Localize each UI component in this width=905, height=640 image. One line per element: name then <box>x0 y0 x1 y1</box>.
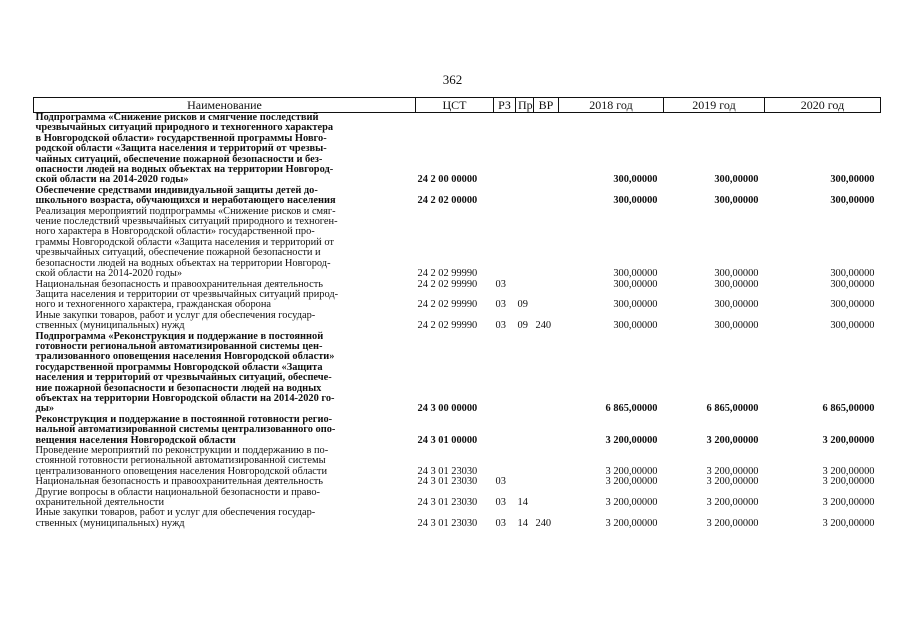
row-pr <box>516 477 534 487</box>
row-name-line: готовности региональной автоматизированной системы цен- <box>35 340 323 352</box>
row-vr <box>534 280 559 290</box>
row-name-line: граммы Новгородской области «Защита населения и территорий от <box>35 236 334 248</box>
row-name-line: Подпрограмма «Снижение рисков и смягчение последствий <box>35 112 319 123</box>
row-vr <box>534 186 559 207</box>
row-vr <box>534 207 559 280</box>
row-name-line: нальной автоматизированной системы централизованного опо- <box>35 424 336 436</box>
row-value-2020: 300,00000 <box>830 268 875 280</box>
row-value-2018: 300,00000 <box>613 195 658 207</box>
page-number: 362 <box>442 72 463 87</box>
row-rz <box>494 186 516 207</box>
row-cst: 24 2 02 00000 <box>417 195 478 207</box>
row-rz: 03 <box>495 517 506 529</box>
row-rz: 03 <box>495 497 506 509</box>
row-cst: 24 3 01 23030 <box>417 476 478 488</box>
budget-table <box>33 97 881 529</box>
row-name <box>34 332 416 415</box>
row-value-2020: 3 200,00000 <box>822 517 875 529</box>
row-value-2020: 3 200,00000 <box>822 465 875 477</box>
row-name-line: Иные закупки товаров, работ и услуг для обеспечения государ- <box>35 507 316 519</box>
row-name-line: населения и территорий от чрезвычайных ситуаций, обеспече- <box>35 372 332 384</box>
row-cst: 24 2 00 00000 <box>417 174 478 186</box>
row-name-line: ного и техногенного характера, гражданская оборона <box>35 299 272 311</box>
row-name-line: Другие вопросы в области национальной безопасности и право- <box>35 486 320 498</box>
row-name-line: вещения населения Новгородской области <box>35 434 236 446</box>
row-value-2020: 3 200,00000 <box>822 497 875 509</box>
row-name-line: ственных (муниципальных) нужд <box>35 320 185 332</box>
row-name-line: Национальная безопасность и правоохранительная деятельность <box>35 278 323 290</box>
row-name <box>34 186 416 207</box>
row-value-2018: 300,00000 <box>613 174 658 186</box>
row-name-line: государственной программы Новгородской области «Защита <box>35 361 323 373</box>
row-cst: 24 2 02 99990 <box>417 278 478 290</box>
row-name-line: ственных (муниципальных) нужд <box>35 517 185 529</box>
row-cst: 24 2 02 99990 <box>417 268 478 280</box>
row-value-2020: 300,00000 <box>830 299 875 311</box>
row-name-line: в Новгородской области» государственной программы Новго- <box>35 132 327 144</box>
row-pr: 09 <box>517 320 528 332</box>
row-cst: 24 3 01 23030 <box>417 517 478 529</box>
row-pr: 09 <box>517 299 528 311</box>
table-row <box>34 415 881 446</box>
header-pr: Пр <box>516 98 534 113</box>
table-row <box>34 207 881 280</box>
row-value-2020: 3 200,00000 <box>822 434 875 446</box>
row-pr <box>516 415 534 446</box>
table-row <box>34 508 881 529</box>
row-value-2018: 6 865,00000 <box>605 403 658 415</box>
row-rz <box>494 113 516 186</box>
row-rz <box>494 415 516 446</box>
header-rz: РЗ <box>494 98 516 113</box>
header-vr: ВР <box>534 98 559 113</box>
row-rz: 03 <box>495 299 506 311</box>
table-row <box>34 311 881 332</box>
row-name-line: родской области «Защита населения и территорий от чрезвы- <box>35 143 327 155</box>
row-name <box>34 207 416 280</box>
row-vr <box>534 446 559 477</box>
row-value-2019: 300,00000 <box>714 299 759 311</box>
table-row <box>34 186 881 207</box>
row-name-line: централизованного оповещения населения Новгородской области <box>35 465 328 477</box>
row-pr <box>516 446 534 477</box>
row-name-line: Проведение мероприятий по реконструкции и поддержанию в по- <box>35 445 329 456</box>
row-name-line: объектах на территории Новгородской области на 2014-2020 го- <box>35 392 335 404</box>
row-value-2018: 300,00000 <box>613 278 658 290</box>
row-name-line: ской области на 2014-2020 годы» <box>35 268 183 280</box>
row-name-line: чрезвычайных ситуаций природного и техногенного характера <box>35 122 334 134</box>
row-vr: 240 <box>535 517 552 529</box>
row-name-line: чайных ситуаций, обеспечение пожарной безопасности и без- <box>35 153 323 165</box>
row-name-line: ской области на 2014-2020 годы» <box>35 174 189 186</box>
row-cst: 24 2 02 99990 <box>417 320 478 332</box>
row-pr <box>516 186 534 207</box>
row-name-line: ды» <box>35 403 55 415</box>
header-cst: ЦСТ <box>416 98 494 113</box>
row-pr <box>516 113 534 186</box>
row-value-2018: 3 200,00000 <box>605 517 658 529</box>
row-cst: 24 3 00 00000 <box>417 403 478 415</box>
row-rz: 03 <box>495 320 506 332</box>
row-name-line: охранительной деятельности <box>35 497 165 509</box>
row-value-2018: 3 200,00000 <box>605 434 658 446</box>
row-value-2018: 3 200,00000 <box>605 476 658 488</box>
row-value-2020: 300,00000 <box>830 195 875 207</box>
row-value-2019: 3 200,00000 <box>706 434 759 446</box>
header-name: Наименование <box>34 98 416 113</box>
row-value-2018: 300,00000 <box>613 268 658 280</box>
table-row <box>34 332 881 415</box>
row-name-line: Подпрограмма «Реконструкция и поддержание в постоянной <box>35 330 324 342</box>
row-name-line: трализованного оповещения населения Новгородской области» <box>35 351 335 363</box>
row-value-2020: 300,00000 <box>830 174 875 186</box>
row-vr <box>534 415 559 446</box>
row-name-line: ного характера в Новгородской области» государственной про- <box>35 226 315 238</box>
table-header-row <box>34 98 881 113</box>
row-rz <box>494 332 516 415</box>
row-vr <box>534 488 559 509</box>
row-pr: 14 <box>517 517 528 529</box>
row-value-2019: 300,00000 <box>714 174 759 186</box>
row-value-2019: 300,00000 <box>714 278 759 290</box>
table-body <box>34 113 881 530</box>
row-name <box>34 446 416 477</box>
header-2018: 2018 год <box>559 98 664 113</box>
row-rz: 03 <box>495 278 506 290</box>
row-value-2019: 300,00000 <box>714 268 759 280</box>
row-cst: 24 2 02 99990 <box>417 299 478 311</box>
row-value-2019: 3 200,00000 <box>706 465 759 477</box>
table-row <box>34 113 881 186</box>
row-rz: 03 <box>495 476 506 488</box>
row-name-line: Иные закупки товаров, работ и услуг для обеспечения государ- <box>35 309 316 321</box>
row-value-2019: 3 200,00000 <box>706 497 759 509</box>
row-vr <box>534 332 559 415</box>
row-name-line: чение последствий чрезвычайных ситуаций природного и техноген- <box>35 216 338 228</box>
header-2019: 2019 год <box>664 98 765 113</box>
row-value-2019: 300,00000 <box>714 195 759 207</box>
row-pr <box>516 332 534 415</box>
row-name-line: ние пожарной безопасности и безопасности людей на водных <box>35 382 322 394</box>
row-value-2020: 6 865,00000 <box>822 403 875 415</box>
row-name-line: школьного возраста, обучающихся и неработающего населения <box>35 195 336 207</box>
row-name-line: Обеспечение средствами индивидуальной защиты детей до- <box>35 184 318 196</box>
row-value-2018: 300,00000 <box>613 320 658 332</box>
table-row <box>34 290 881 311</box>
row-value-2019: 3 200,00000 <box>706 517 759 529</box>
row-value-2019: 6 865,00000 <box>706 403 759 415</box>
row-name-line: безопасности людей на водных объектах на территории Новгород- <box>35 257 331 269</box>
row-pr: 14 <box>517 497 528 509</box>
row-name-line: Национальная безопасность и правоохранительная деятельность <box>35 476 323 488</box>
row-vr <box>534 477 559 487</box>
row-value-2018: 300,00000 <box>613 299 658 311</box>
row-name-line: чрезвычайных ситуаций, обеспечение пожарной безопасности и <box>35 247 321 259</box>
row-name-line: опасности людей на водных объектах на территории Новгород- <box>35 164 334 176</box>
row-name-line: Реконструкция и поддержание в постоянной готовности регио- <box>35 413 333 425</box>
row-name <box>34 311 416 332</box>
row-value-2020: 3 200,00000 <box>822 476 875 488</box>
header-2020: 2020 год <box>765 98 881 113</box>
row-value-2020: 300,00000 <box>830 320 875 332</box>
row-pr <box>516 207 534 280</box>
row-vr <box>534 290 559 311</box>
row-value-2018: 3 200,00000 <box>605 497 658 509</box>
row-name-line: Защита населения и территории от чрезвычайных ситуаций природ- <box>35 288 339 300</box>
row-vr: 240 <box>535 320 552 332</box>
row-name-line: стоянной готовности региональной автоматизированной системы <box>35 455 326 467</box>
row-name-line: Реализация мероприятий подпрограммы «Снижение рисков и смяг- <box>35 205 336 217</box>
row-value-2019: 300,00000 <box>714 320 759 332</box>
row-value-2019: 3 200,00000 <box>706 476 759 488</box>
row-cst: 24 3 01 00000 <box>417 434 478 446</box>
row-pr <box>516 280 534 290</box>
row-vr <box>534 113 559 186</box>
table-row <box>34 446 881 477</box>
row-value-2018: 3 200,00000 <box>605 465 658 477</box>
row-name <box>34 488 416 509</box>
row-rz <box>494 446 516 477</box>
row-rz <box>494 207 516 280</box>
row-value-2020: 300,00000 <box>830 278 875 290</box>
row-name <box>34 113 416 186</box>
row-name <box>34 415 416 446</box>
row-cst: 24 3 01 23030 <box>417 465 478 477</box>
row-name <box>34 508 416 529</box>
table-row <box>34 488 881 509</box>
row-name <box>34 290 416 311</box>
row-cst: 24 3 01 23030 <box>417 497 478 509</box>
